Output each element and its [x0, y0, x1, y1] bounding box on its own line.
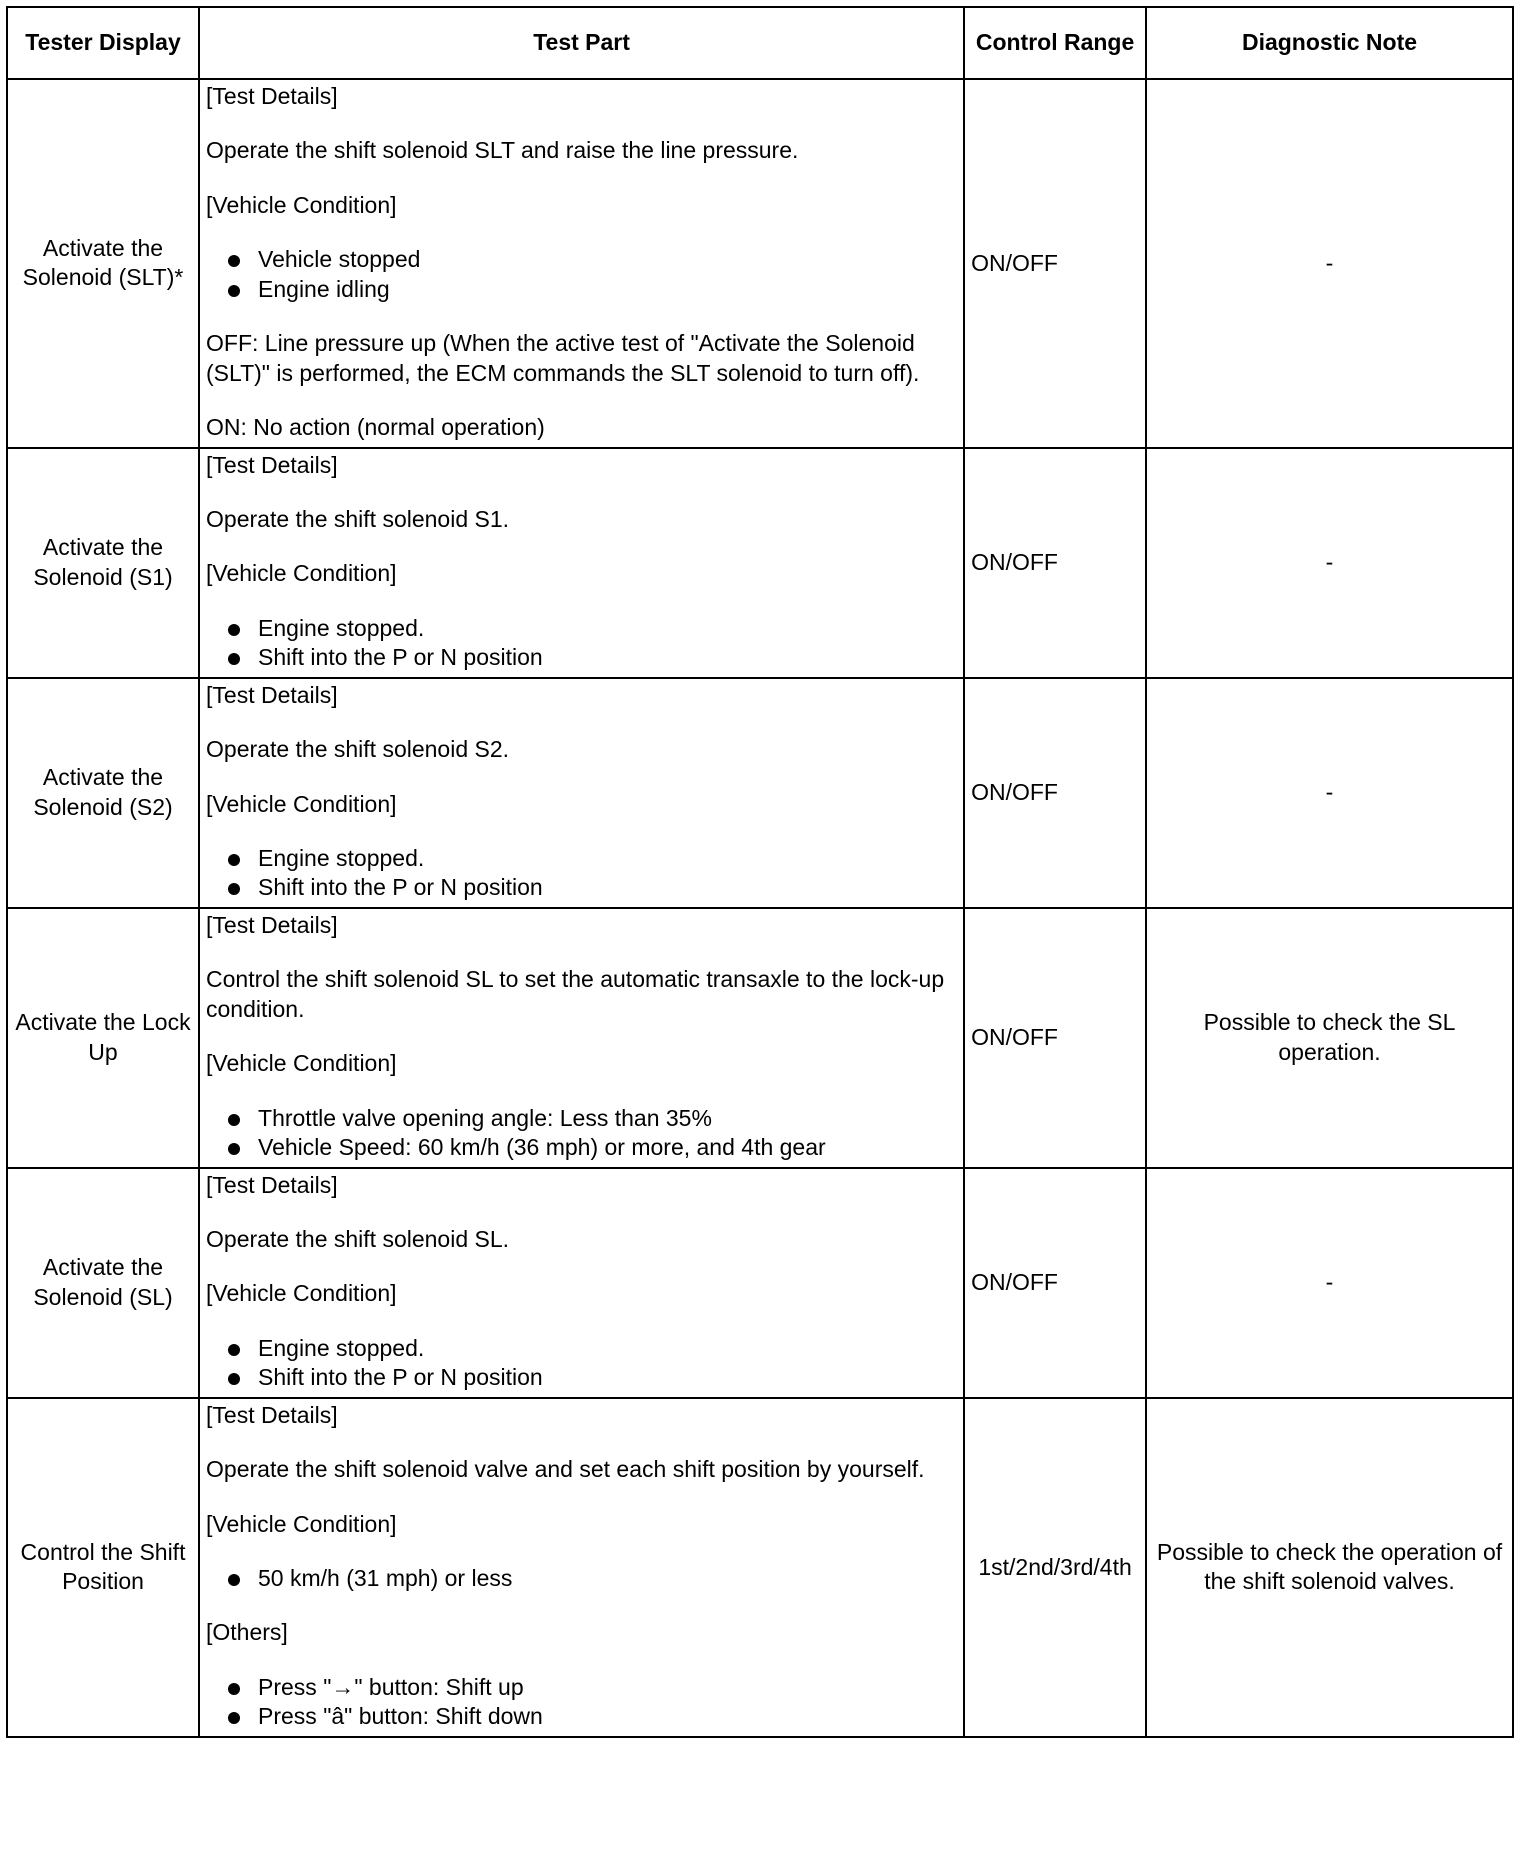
condition-list: [206, 1334, 957, 1393]
test-details-label: [Test Details]: [206, 911, 338, 938]
test-details-label: [Test Details]: [206, 451, 338, 478]
bullet-icon: [228, 1114, 240, 1126]
bullet-icon: [228, 653, 240, 665]
vehicle-condition-label: [Vehicle Condition]: [206, 1280, 397, 1307]
diagnostic-note-cell: -: [1146, 1168, 1513, 1398]
header-control-range: Control Range: [964, 7, 1146, 79]
vehicle-condition-label: [Vehicle Condition]: [206, 191, 397, 218]
header-diagnostic-note: Diagnostic Note: [1146, 7, 1513, 79]
others-label: [Others]: [206, 1619, 288, 1646]
condition-item: 50 km/h (31 mph) or less: [228, 1564, 957, 1593]
tester-display-cell: Control the Shift Position: [7, 1398, 199, 1737]
test-details-text: Operate the shift solenoid SL.: [206, 1225, 510, 1252]
bullet-icon: [228, 1683, 240, 1695]
test-details-text: Control the shift solenoid SL to set the automatic transaxle to the lock-up condition.: [206, 966, 945, 1022]
tester-display-cell: Activate the Solenoid (S2): [7, 678, 199, 908]
diagnostic-note-cell: -: [1146, 448, 1513, 678]
control-range-cell: ON/OFF: [964, 79, 1146, 448]
bullet-icon: [228, 255, 240, 267]
bullet-icon: [228, 883, 240, 895]
test-part-cell: [199, 1398, 964, 1737]
condition-list: [206, 1564, 957, 1593]
others-list: [206, 1673, 957, 1732]
bullet-icon: [228, 1712, 240, 1724]
test-details-label: [Test Details]: [206, 1401, 338, 1428]
test-details-text: Operate the shift solenoid S2.: [206, 736, 510, 763]
bullet-icon: [228, 854, 240, 866]
table-row: [7, 1168, 1513, 1398]
condition-list: [206, 844, 957, 903]
tester-display-cell: Activate the Solenoid (S1): [7, 448, 199, 678]
condition-item: Shift into the P or N position: [228, 873, 957, 902]
active-test-table: [6, 6, 1514, 1738]
test-details-label: [Test Details]: [206, 1171, 338, 1198]
test-details-text: Operate the shift solenoid SLT and raise the line pressure.: [206, 137, 799, 164]
test-details-label: [Test Details]: [206, 681, 338, 708]
control-range-cell: ON/OFF: [964, 908, 1146, 1168]
condition-list: [206, 614, 957, 673]
condition-item: Engine stopped.: [228, 1334, 957, 1363]
bullet-icon: [228, 624, 240, 636]
test-part-cell: [199, 1168, 964, 1398]
condition-item: Throttle valve opening angle: Less than 35%: [228, 1104, 957, 1133]
vehicle-condition-label: [Vehicle Condition]: [206, 1050, 397, 1077]
tester-display-cell: Activate the Solenoid (SLT)*: [7, 79, 199, 448]
bullet-icon: [228, 285, 240, 297]
test-part-cell: [199, 678, 964, 908]
bullet-icon: [228, 1373, 240, 1385]
condition-item: Vehicle Speed: 60 km/h (36 mph) or more, and 4th gear: [228, 1133, 957, 1162]
diagnostic-note-cell: -: [1146, 79, 1513, 448]
condition-item: Engine stopped.: [228, 614, 957, 643]
tester-display-cell: Activate the Solenoid (SL): [7, 1168, 199, 1398]
diagnostic-note-cell: -: [1146, 678, 1513, 908]
table-row: [7, 678, 1513, 908]
condition-item: Shift into the P or N position: [228, 643, 957, 672]
test-details-label: [Test Details]: [206, 83, 338, 109]
condition-list: [206, 245, 957, 304]
test-details-text: Operate the shift solenoid S1.: [206, 505, 510, 532]
control-range-cell: ON/OFF: [964, 678, 1146, 908]
vehicle-condition-label: [Vehicle Condition]: [206, 790, 397, 817]
test-details-text: Operate the shift solenoid valve and set each shift position by yourself.: [206, 1456, 925, 1483]
off-description: OFF: Line pressure up (When the active test of "Activate the Solenoid (SLT)" is performed, the ECM commands the SLT solenoid to turn off).: [206, 330, 920, 386]
table-row: [7, 79, 1513, 448]
others-item: Press "→" button: Shift up: [228, 1673, 957, 1702]
condition-item: Vehicle stopped: [228, 245, 957, 274]
test-part-cell: [199, 448, 964, 678]
on-description: ON: No action (normal operation): [206, 414, 545, 441]
control-range-cell: ON/OFF: [964, 448, 1146, 678]
bullet-icon: [228, 1344, 240, 1356]
table-row: [7, 1398, 1513, 1737]
diagnostic-note-cell: Possible to check the SL operation.: [1146, 908, 1513, 1168]
table-row: [7, 908, 1513, 1168]
table-row: [7, 448, 1513, 678]
test-part-cell: [199, 79, 964, 448]
condition-list: [206, 1104, 957, 1163]
others-item: Press "â" button: Shift down: [228, 1702, 957, 1731]
test-part-cell: [199, 908, 964, 1168]
condition-item: Engine idling: [228, 275, 957, 304]
vehicle-condition-label: [Vehicle Condition]: [206, 1510, 397, 1537]
control-range-cell: 1st/2nd/3rd/4th: [964, 1398, 1146, 1737]
bullet-icon: [228, 1574, 240, 1586]
bullet-icon: [228, 1143, 240, 1155]
header-test-part: Test Part: [199, 7, 964, 79]
diagnostic-note-cell: Possible to check the operation of the shift solenoid valves.: [1146, 1398, 1513, 1737]
vehicle-condition-label: [Vehicle Condition]: [206, 560, 397, 587]
header-tester-display: Tester Display: [7, 7, 199, 79]
condition-item: Engine stopped.: [228, 844, 957, 873]
tester-display-cell: Activate the Lock Up: [7, 908, 199, 1168]
condition-item: Shift into the P or N position: [228, 1363, 957, 1392]
header-row: [7, 7, 1513, 79]
control-range-cell: ON/OFF: [964, 1168, 1146, 1398]
